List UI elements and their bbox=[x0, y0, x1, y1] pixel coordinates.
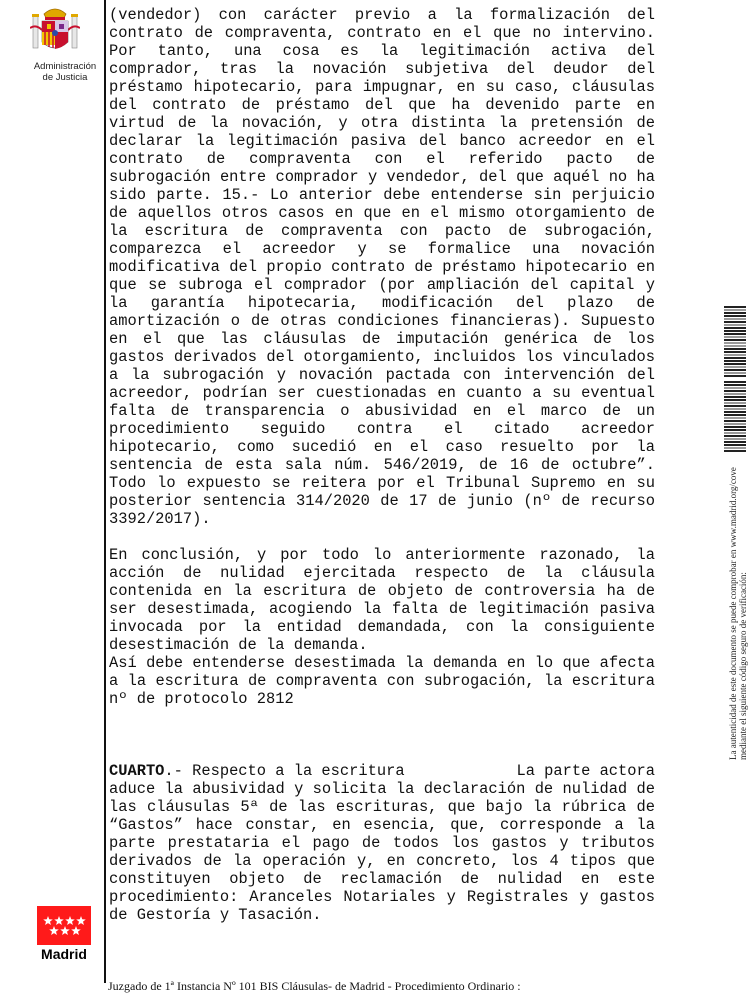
barcode-bar bbox=[724, 315, 746, 317]
paragraph-gap bbox=[109, 528, 655, 546]
text-line: préstamo hipotecario, para impugnar, en su caso, cláusulas bbox=[109, 78, 655, 96]
text-line: nº de protocolo 2812 bbox=[109, 690, 294, 708]
text-line: ser desestimada, acogiendo la falta de legitimación pasiva bbox=[109, 600, 655, 618]
barcode-bar bbox=[724, 309, 746, 311]
margin-rule bbox=[104, 0, 106, 983]
barcode-bar bbox=[724, 423, 746, 425]
paragraph-2 bbox=[109, 546, 655, 654]
barcode-bar bbox=[724, 393, 746, 395]
text-line: en el que las cláusulas de imputación genérica de los bbox=[109, 330, 655, 348]
text-line: acción de nulidad ejercitada respecto de la cláusula bbox=[109, 564, 655, 582]
star-icon bbox=[49, 926, 59, 935]
barcode-bar bbox=[724, 435, 746, 437]
barcode-bar bbox=[724, 354, 746, 356]
barcode-bar bbox=[724, 372, 746, 374]
text-line: Todo lo expuesto se reitera por el Tribunal Supremo en su bbox=[109, 474, 655, 492]
paragraph-gap bbox=[109, 708, 655, 726]
text-line: sido parte. 15.- Lo anterior debe entenderse sin perjuicio bbox=[109, 186, 655, 204]
cuarto-intro: .- Respecto a la escritura bbox=[164, 762, 405, 780]
text-line: “Gastos” hace constar, en esencia, que, corresponde a la bbox=[109, 816, 655, 834]
spain-coat-of-arms-icon bbox=[30, 2, 80, 58]
text-line: acreedor, podrían ser cuestionadas en cuanto a su eventual bbox=[109, 384, 655, 402]
barcode-bar bbox=[724, 390, 746, 392]
document-body bbox=[109, 6, 655, 924]
paragraph-gap bbox=[109, 726, 655, 744]
text-line: declarar la legitimación pasiva del banco acreedor en el bbox=[109, 132, 655, 150]
barcode-bar bbox=[724, 363, 746, 365]
madrid-flag-icon bbox=[37, 906, 91, 945]
text-line: comprador, tras la novación subjetiva del deudor del bbox=[109, 60, 655, 78]
star-icon bbox=[65, 916, 75, 925]
barcode-bar bbox=[724, 396, 746, 398]
cuarto-first-left bbox=[109, 762, 405, 780]
barcode-bar bbox=[724, 432, 746, 434]
verification-note bbox=[728, 467, 748, 760]
paragraph-gap bbox=[109, 744, 655, 762]
verification-line-2: mediante el siguiente código seguro de verificación: bbox=[738, 572, 748, 760]
madrid-label: Madrid bbox=[41, 946, 87, 962]
barcode-bar bbox=[724, 306, 746, 308]
barcode-bar bbox=[724, 318, 746, 320]
barcode-bar bbox=[724, 375, 746, 377]
paragraph-4-lines bbox=[109, 780, 655, 924]
barcode-bar bbox=[724, 408, 746, 410]
text-line: 3392/2017). bbox=[109, 510, 211, 528]
text-line: que se subroga el comprador (por ampliación del capital y bbox=[109, 276, 655, 294]
text-line: modificativa del propio contrato de préstamo hipotecario en bbox=[109, 258, 655, 276]
barcode-bar bbox=[724, 450, 746, 452]
barcode-bar bbox=[724, 414, 746, 416]
star-icon bbox=[43, 916, 53, 925]
barcode-bar bbox=[724, 330, 746, 332]
barcode-bar bbox=[724, 438, 746, 440]
barcode-bar bbox=[724, 357, 746, 359]
text-line: procedimiento: Aranceles Notariales y Registrales y gastos bbox=[109, 888, 655, 906]
court-footer: Juzgado de 1ª Instancia Nº 101 BIS Cláusulas- de Madrid - Procedimiento Ordinario : bbox=[108, 979, 521, 993]
text-line: contenida en la escritura de objeto de controversia ha de bbox=[109, 582, 655, 600]
seal-caption-line1: Administración bbox=[33, 61, 97, 72]
text-line: del contrato de préstamo del que ha devenido parte en bbox=[109, 96, 655, 114]
barcode-bar bbox=[724, 339, 746, 341]
barcode-bar bbox=[724, 360, 746, 362]
section-heading-cuarto: CUARTO bbox=[109, 762, 165, 780]
text-line: amortización o de otras condiciones financieras). Supuesto bbox=[109, 312, 655, 330]
text-line: procedimiento seguido contra el citado acreedor bbox=[109, 420, 655, 438]
text-line: Por tanto, una cosa es la legitimación activa del bbox=[109, 42, 655, 60]
text-line: contrato de compraventa, contrato en el que no intervino. bbox=[109, 24, 655, 42]
text-line: constituyen objeto de reclamación de nulidad en este bbox=[109, 870, 655, 888]
barcode-bar bbox=[724, 447, 746, 449]
star-icon bbox=[76, 916, 86, 925]
barcode-bar bbox=[724, 369, 746, 371]
text-line: la garantía hipotecaria, modificación del plazo de bbox=[109, 294, 655, 312]
paragraph-4 bbox=[109, 762, 655, 924]
barcode-bar bbox=[724, 342, 746, 344]
barcode-bar bbox=[724, 324, 746, 326]
barcode-bar bbox=[724, 444, 746, 446]
barcode-bar bbox=[724, 387, 746, 389]
text-line: gastos derivados del otorgamiento, incluidos los vinculados bbox=[109, 348, 655, 366]
text-line: la escritura de compraventa con pacto de subrogación, bbox=[109, 222, 655, 240]
text-line: virtud de la novación, y otra distinta la pretensión de bbox=[109, 114, 655, 132]
barcode-icon bbox=[724, 381, 746, 453]
text-line: Así debe entenderse desestimada la demanda en lo que afecta bbox=[109, 654, 655, 672]
barcode-bar bbox=[724, 333, 746, 335]
barcode-bar bbox=[724, 417, 746, 419]
text-line: invocada por la entidad demandada, con la consiguiente bbox=[109, 618, 655, 636]
barcode-bar bbox=[724, 384, 746, 386]
barcode-bar bbox=[724, 411, 746, 413]
text-line: posterior sentencia 314/2020 de 17 de junio (nº de recurso bbox=[109, 492, 655, 510]
text-line: a la subrogación y novación pactada con intervención del bbox=[109, 366, 655, 384]
paragraph-3 bbox=[109, 654, 655, 708]
text-line: En conclusión, y por todo lo anteriormente razonado, la bbox=[109, 546, 655, 564]
barcode-bar bbox=[724, 366, 746, 368]
barcode-bar bbox=[724, 429, 746, 431]
cuarto-intro-continued: La parte actora bbox=[516, 762, 655, 780]
text-line: falta de transparencia o abusividad en el marco de un bbox=[109, 402, 655, 420]
star-icon bbox=[71, 926, 81, 935]
text-line: hipotecario, como sucedió en el caso resuelto por la bbox=[109, 438, 655, 456]
verification-line-1: La autenticidad de este documento se puede comprobar en www.madrid.org/cove bbox=[728, 467, 738, 760]
barcode-bar bbox=[724, 327, 746, 329]
barcode-bar bbox=[724, 345, 746, 347]
barcode-bar bbox=[724, 402, 746, 404]
text-line: aduce la abusividad y solicita la declaración de nulidad de bbox=[109, 780, 655, 798]
text-line: desestimación de la demanda. bbox=[109, 636, 368, 654]
barcode-bar bbox=[724, 321, 746, 323]
text-line: comparezca el acreedor y se formalice una novación bbox=[109, 240, 655, 258]
barcode-bar bbox=[724, 381, 746, 383]
barcode-bar bbox=[724, 351, 746, 353]
barcode-bar bbox=[724, 420, 746, 422]
barcode-bar bbox=[724, 441, 746, 443]
barcode-bar bbox=[724, 405, 746, 407]
cuarto-first-line bbox=[109, 762, 655, 780]
paragraph-1 bbox=[109, 6, 655, 528]
star-icon bbox=[54, 916, 64, 925]
barcode-bar bbox=[724, 399, 746, 401]
barcode-bar bbox=[724, 312, 746, 314]
text-line: las cláusulas 5ª de las escrituras, que bajo la rúbrica de bbox=[109, 798, 655, 816]
text-line: subrogación entre comprador y vendedor, del que aquél no ha bbox=[109, 168, 655, 186]
text-line: a la escritura de compraventa con subrogación, la escritura bbox=[109, 672, 655, 690]
text-line: sentencia de esta sala núm. 546/2019, de 16 de octubre”. bbox=[109, 456, 655, 474]
text-line: de aquellos otros casos en que en el mismo otorgamiento de bbox=[109, 204, 655, 222]
text-line: derivados de la operación y, en concreto, los 4 tipos que bbox=[109, 852, 655, 870]
barcode-bar bbox=[724, 426, 746, 428]
star-icon bbox=[60, 926, 70, 935]
text-line: (vendedor) con carácter previo a la formalización del bbox=[109, 6, 655, 24]
text-line: de Gestoría y Tasación. bbox=[109, 906, 322, 924]
seal-caption-line2: de Justicia bbox=[42, 72, 88, 83]
barcode-bar bbox=[724, 348, 746, 350]
barcode-icon bbox=[724, 306, 746, 378]
barcode-bar bbox=[724, 336, 746, 338]
text-line: parte prestataria el pago de todos los gastos y tributos bbox=[109, 834, 655, 852]
text-line: contrato de compraventa con el referido pacto de bbox=[109, 150, 655, 168]
